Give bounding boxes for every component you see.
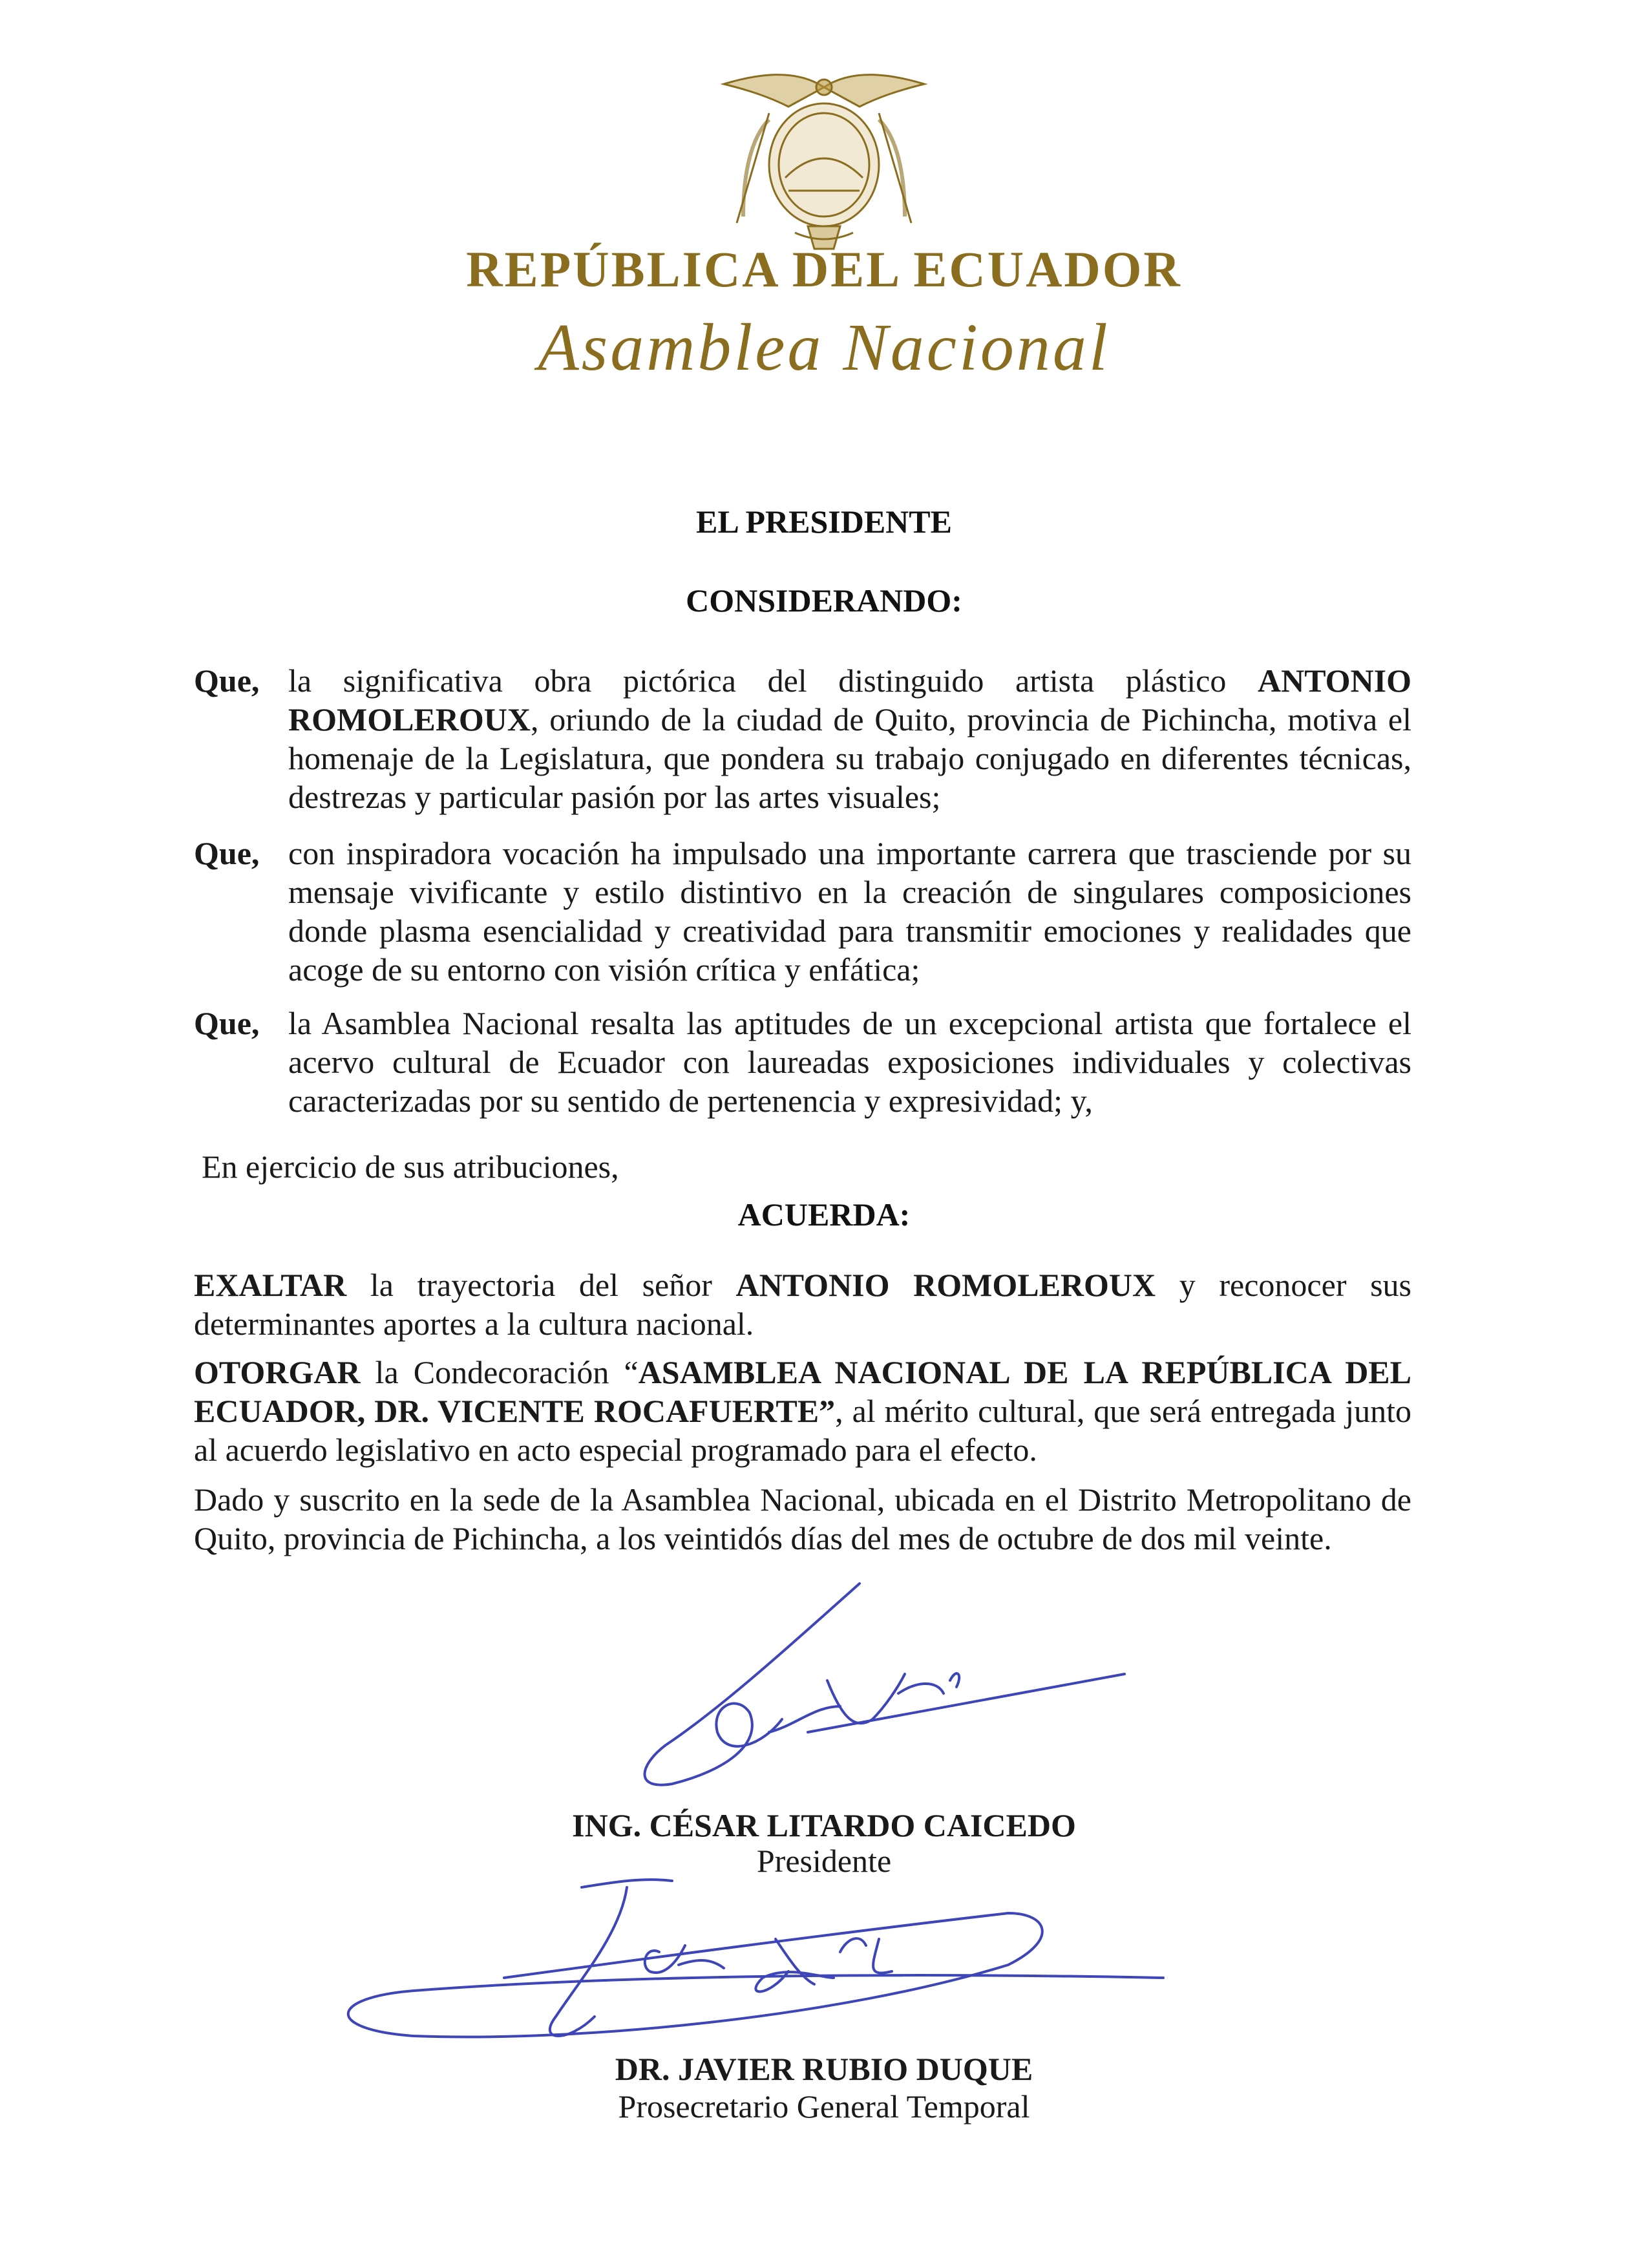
text-run: con inspiradora vocación ha impulsado una importante carrera que trasciende por su mensaje vivificante y estilo distintivo en la creación de singulares composiciones donde plasma esencialidad y creatividad para transmitir emociones y realidades que acoge de su entorno con visión crítica y enfática; [288, 835, 1411, 988]
secretary-signature [348, 1880, 1163, 2037]
consideration-text [288, 834, 1411, 989]
bold-text-run: OTORGAR [194, 1354, 361, 1390]
text-run: , oriundo de la ciudad de Quito, provincia de Pichincha, motiva el homenaje de la Legislatura, que pondera su trabajo conjugado en diferentes técnicas, destrezas y particular pasión por las artes visuales; [288, 701, 1411, 815]
signatory-1-role: Presidente [756, 1843, 892, 1879]
que-label: Que, [194, 835, 260, 871]
consideration-3 [194, 1004, 1411, 1120]
bold-text-run: ANTONIO ROMOLEROUX [288, 662, 1411, 737]
que-label: Que, [194, 662, 260, 699]
consideration-text [288, 661, 1411, 816]
resolution-exaltar [194, 1266, 1411, 1343]
signatory-2-role: Prosecretario General Temporal [618, 2088, 1030, 2125]
bold-text-run: ASAMBLEA NACIONAL DE LA REPÚBLICA DEL ECUADOR, DR. VICENTE ROCAFUERTE” [194, 1354, 1411, 1429]
letterhead-institution: Asamblea Nacional [538, 310, 1110, 385]
text-run: la trayectoria del señor [346, 1267, 736, 1303]
text-run: la Condecoración “ [360, 1354, 639, 1390]
consideration-2 [194, 834, 1411, 989]
considering-heading: CONSIDERANDO: [686, 582, 962, 619]
signatory-1-name: ING. CÉSAR LITARDO CAICEDO [572, 1807, 1076, 1843]
text-run: , al mérito cultural, que será entregada junto al acuerdo legislativo en acto especial programado para el efecto. [194, 1393, 1411, 1468]
bold-text-run: ANTONIO ROMOLEROUX [735, 1267, 1156, 1303]
president-signature [645, 1584, 1125, 1785]
bold-text-run: EXALTAR [194, 1267, 347, 1303]
signatory-2-name: DR. JAVIER RUBIO DUQUE [615, 2051, 1033, 2087]
resolves-heading: ACUERDA: [737, 1196, 911, 1233]
text-run: la Asamblea Nacional resalta las aptitudes de un excepcional artista que fortalece el acervo cultural de Ecuador con laureadas exposiciones individuales y colectivas caracterizadas por su sentido de pertenencia y expresividad; y, [288, 1005, 1411, 1119]
text-run: la significativa obra pictórica del distinguido artista plástico [288, 662, 1258, 699]
closing-paragraph: Dado y suscrito en la sede de la Asamblea Nacional, ubicada en el Distrito Metropolitano de Quito, provincia de Pichincha, a los veintidós días del mes de octubre de dos mil veinte. [194, 1481, 1411, 1556]
consideration-text [288, 1004, 1411, 1120]
resolution-otorgar [194, 1353, 1411, 1469]
text-run: y reconocer sus determinantes aportes a la cultura nacional. [194, 1267, 1412, 1342]
coat-of-arms-icon [698, 61, 950, 255]
exercise-text: En ejercicio de sus atribuciones, [202, 1149, 619, 1185]
letterhead-country: REPÚBLICA DEL ECUADOR [466, 241, 1182, 297]
authority-heading: EL PRESIDENTE [696, 503, 952, 540]
consideration-1 [194, 661, 1411, 816]
que-label: Que, [194, 1005, 260, 1041]
